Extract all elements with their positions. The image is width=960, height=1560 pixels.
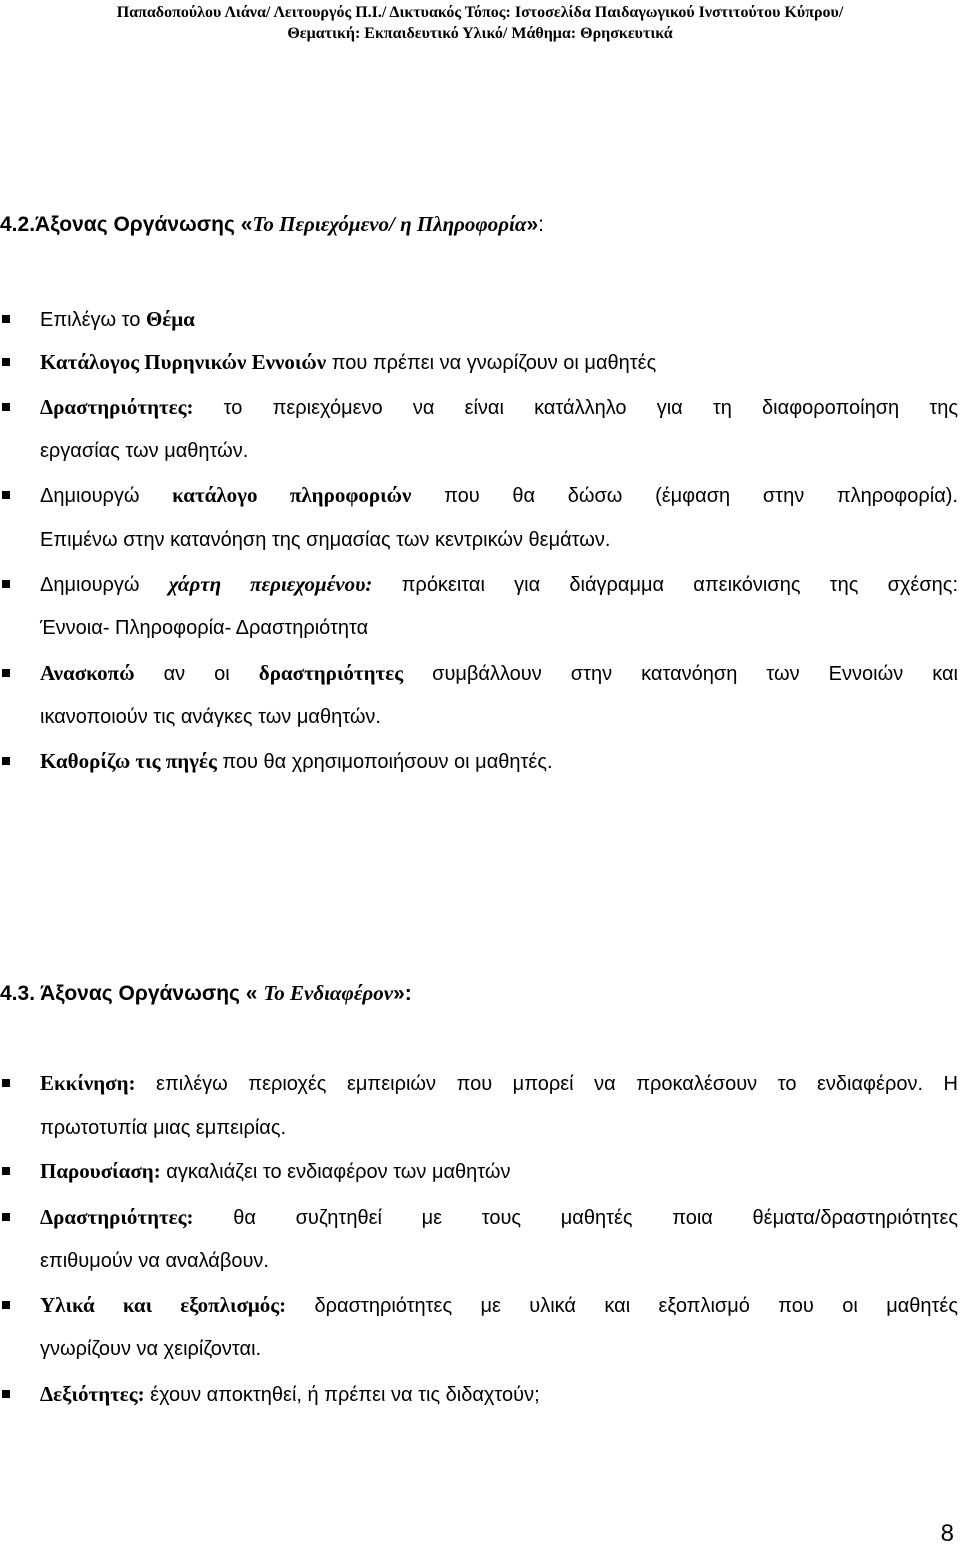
list-item-bold-italic: χάρτη περιεχομένου: bbox=[168, 572, 373, 596]
list-item-continuation: πρωτοτυπία μιας εμπειρίας. bbox=[40, 1117, 287, 1139]
list-item-line bbox=[40, 393, 958, 422]
bullet-icon bbox=[2, 757, 10, 765]
list-item-bold: Θέμα bbox=[145, 307, 195, 331]
list-item-text: που θα χρησιμοποιήσουν οι μαθητές. bbox=[216, 751, 553, 773]
bullet-icon bbox=[2, 669, 10, 677]
list-item-line bbox=[40, 747, 958, 776]
section-title-start: Άξονας Οργάνωσης « bbox=[35, 982, 264, 1005]
list-item-continuation: επιθυμούν να αναλάβουν. bbox=[40, 1250, 269, 1272]
list-item-continuation: εργασίας των μαθητών. bbox=[40, 440, 249, 462]
list-item-line bbox=[40, 659, 958, 688]
list-item-text: Δημιουργώ bbox=[40, 485, 173, 507]
section-title-end: »: bbox=[393, 982, 412, 1005]
list-item-text: θα συζητηθεί με τους μαθητές ποια θέματα/δραστηριότητες bbox=[193, 1207, 958, 1229]
list-item-bold: Ανασκοπώ bbox=[40, 661, 135, 685]
list-item-continuation: γνωρίζουν να χειρίζονται. bbox=[40, 1338, 262, 1360]
section-title-italic: Το Περιεχόμενο/ η Πληροφορία bbox=[252, 212, 527, 236]
bullet-icon bbox=[2, 1301, 10, 1309]
list-item-bold: κατάλογο πληροφοριών bbox=[172, 483, 412, 507]
section-title-end: » bbox=[526, 213, 539, 236]
list-item-bold: Υλικά και εξοπλισμός: bbox=[40, 1293, 287, 1317]
list-item-line bbox=[40, 570, 958, 599]
bullet-icon bbox=[2, 1390, 10, 1398]
list-item-text: έχουν αποκτηθεί, ή πρέπει να τις διδαχτούν; bbox=[144, 1384, 540, 1406]
bullet-icon bbox=[2, 491, 10, 499]
list-item-line bbox=[40, 1203, 958, 1232]
list-item-bold: Δεξιότητες: bbox=[40, 1382, 145, 1406]
list-item-line bbox=[40, 348, 958, 377]
list-item-line bbox=[40, 1157, 958, 1186]
list-item-text: επιλέγω περιοχές εμπειριών που μπορεί να προκαλέσουν το ενδιαφέρον. Η bbox=[135, 1073, 958, 1095]
list-item-bold: δραστηριότητες bbox=[258, 661, 404, 685]
page-header bbox=[0, 2, 960, 44]
list-item-text: δραστηριότητες με υλικά και εξοπλισμό που οι μαθητές bbox=[286, 1295, 958, 1317]
list-item-text: αγκαλιάζει το ενδιαφέρον των μαθητών bbox=[160, 1161, 511, 1183]
section-title-italic: Το Ενδιαφέρον bbox=[263, 981, 394, 1005]
list-item-bold: Καθορίζω τις πηγές bbox=[40, 749, 217, 773]
list-item-text: το περιεχόμενο να είναι κατάλληλο για τη διαφοροποίηση της bbox=[193, 397, 958, 419]
section-heading-4-2 bbox=[0, 212, 544, 237]
list-item-text: αν οι bbox=[134, 663, 259, 685]
bullet-icon bbox=[2, 580, 10, 588]
list-item-text: Επιλέγω το bbox=[40, 309, 146, 331]
section-number: 4.3. bbox=[0, 982, 36, 1005]
header-line-2: Θεματική: Εκπαιδευτικό Υλικό/ Μάθημα: Θρησκευτικά bbox=[287, 25, 673, 42]
list-item-text: που θα δώσω (έμφαση στην πληροφορία). bbox=[411, 485, 958, 507]
list-item-line bbox=[40, 1291, 958, 1320]
list-item-text: που πρέπει να γνωρίζουν οι μαθητές bbox=[326, 352, 657, 374]
section-number: 4.2. bbox=[0, 213, 36, 236]
section-title-colon: : bbox=[538, 213, 544, 236]
list-item-bold: Δραστηριότητες: bbox=[40, 395, 194, 419]
list-item-continuation: Έννοια- Πληροφορία- Δραστηριότητα bbox=[40, 617, 369, 639]
header-line-1: Παπαδοπούλου Λιάνα/ Λειτουργός Π.Ι./ Δικτυακός Τόπος: Ιστοσελίδα Παιδαγωγικού Ινστιτούτου Κύπρου/ bbox=[116, 4, 844, 21]
list-item-bold: Κατάλογος Πυρηνικών Εννοιών bbox=[40, 350, 327, 374]
bullet-icon bbox=[2, 403, 10, 411]
list-item-line bbox=[40, 481, 958, 510]
list-item-line bbox=[40, 1069, 958, 1098]
page-number: 8 bbox=[940, 1520, 954, 1547]
list-item-continuation: Επιμένω στην κατανόηση της σημασίας των κεντρικών θεμάτων. bbox=[40, 529, 611, 551]
list-item-text: συμβάλλουν στην κατανόηση των Εννοιών και bbox=[403, 663, 958, 685]
bullet-icon bbox=[2, 1213, 10, 1221]
list-item-text: πρόκειται για διάγραμμα απεικόνισης της σχέσης: bbox=[372, 574, 958, 596]
list-item-line bbox=[40, 1380, 958, 1409]
list-item-bold: Εκκίνηση: bbox=[40, 1071, 136, 1095]
bullet-icon bbox=[2, 315, 10, 323]
section-heading-4-3 bbox=[0, 981, 412, 1006]
bullet-icon bbox=[2, 1079, 10, 1087]
section-title-start: Άξονας Οργάνωσης « bbox=[35, 213, 253, 236]
list-item-bold: Παρουσίαση: bbox=[40, 1159, 161, 1183]
bullet-icon bbox=[2, 1167, 10, 1175]
bullet-icon bbox=[2, 358, 10, 366]
list-item-bold: Δραστηριότητες: bbox=[40, 1205, 194, 1229]
list-item-text: Δημιουργώ bbox=[40, 574, 169, 596]
list-item-line bbox=[40, 305, 958, 334]
list-item-continuation: ικανοποιούν τις ανάγκες των μαθητών. bbox=[40, 706, 381, 728]
